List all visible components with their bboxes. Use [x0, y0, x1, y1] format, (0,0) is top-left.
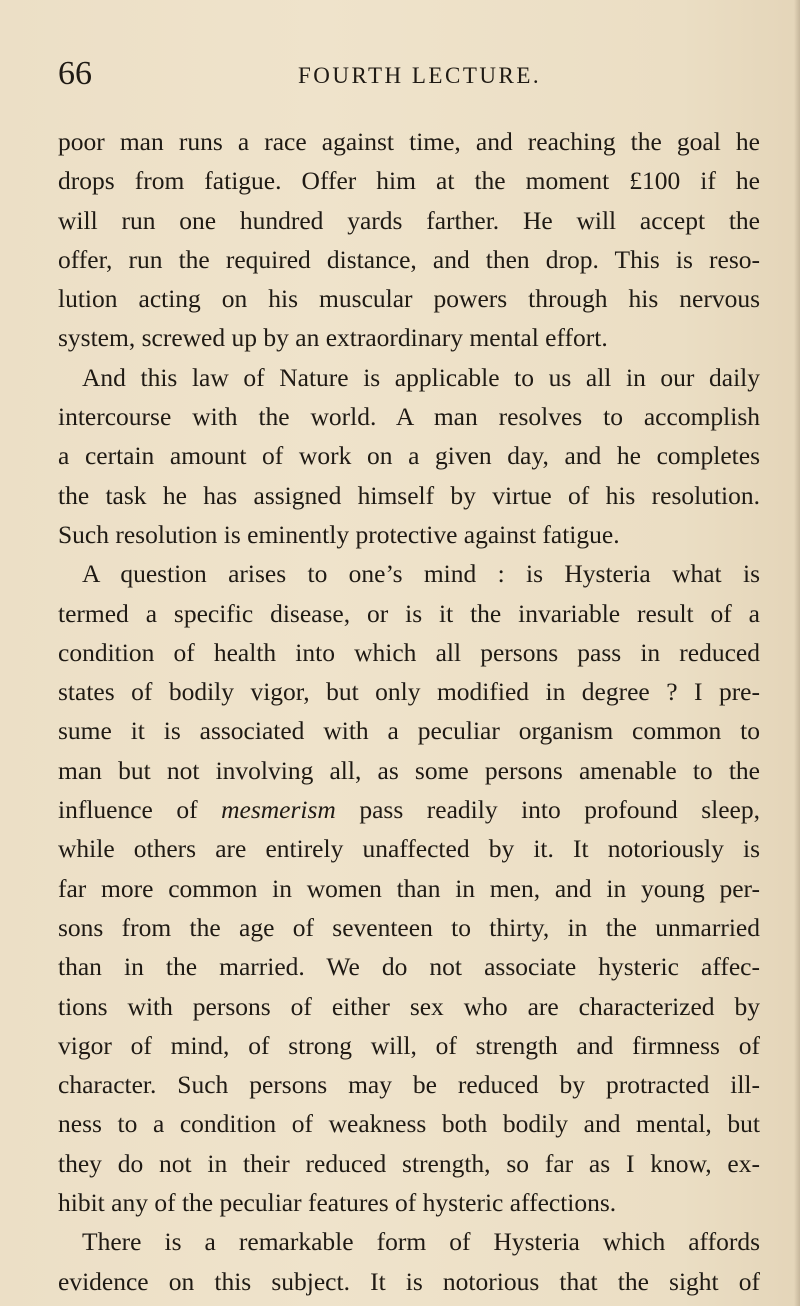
- text-line: character. Such persons may be reduced by protracted ill-: [58, 1070, 760, 1100]
- text-line: hibit any of the peculiar features of hysteric affections.: [58, 1188, 617, 1218]
- text-line: sons from the age of seventeen to thirty, in the unmarried: [58, 912, 760, 942]
- text-line: man but not involving all, as some persons amenable to the: [58, 755, 760, 785]
- text-line: sume it is associated with a peculiar organism common to: [58, 716, 760, 746]
- text-line: vigor of mind, of strong will, of strength and firmness of: [58, 1030, 760, 1060]
- page-edge-shadow: [794, 0, 800, 1306]
- text-line: states of bodily vigor, but only modified in degree ? I pre-: [58, 677, 760, 707]
- text-line: drops from fatigue. Offer him at the moment £100 if he: [58, 166, 760, 196]
- text-line: ness to a condition of weakness both bodily and mental, but: [58, 1109, 760, 1139]
- text-line: intercourse with the world. A man resolves to accomplish: [58, 402, 760, 432]
- text-line: There is a remarkable form of Hysteria which affords: [82, 1227, 760, 1257]
- page-number: 66: [58, 55, 92, 92]
- text-fragment: pass readily into profound sleep,: [335, 795, 760, 825]
- text-line: offer, run the required distance, and then drop. This is reso-: [58, 244, 760, 274]
- text-line: they do not in their reduced strength, so far as I know, ex-: [58, 1148, 760, 1178]
- text-fragment: influence of: [58, 795, 222, 825]
- text-line: the task he has assigned himself by virtue of his resolution.: [58, 480, 760, 510]
- text-line: evidence on this subject. It is notorious that the sight of: [58, 1266, 760, 1296]
- text-line: tions with persons of either sex who are characterized by: [58, 991, 760, 1021]
- text-line: than in the married. We do not associate hysteric affec-: [58, 952, 760, 982]
- text-line: far more common in women than in men, and in young per-: [58, 873, 760, 903]
- text-line: lution acting on his muscular powers through his nervous: [58, 284, 760, 314]
- text-line: condition of health into which all persons pass in reduced: [58, 637, 760, 667]
- text-line: poor man runs a race against time, and reaching the goal he: [58, 127, 760, 156]
- text-line: system, screwed up by an extraordinary mental effort.: [58, 323, 608, 353]
- running-head: [58, 52, 758, 96]
- running-title: FOURTH LECTURE.: [298, 63, 542, 88]
- text-line: A question arises to one’s mind : is Hysteria what is: [82, 559, 760, 589]
- text-line: while others are entirely unaffected by it. It notoriously is: [58, 834, 760, 864]
- body-text: [58, 122, 760, 1301]
- text-line: will run one hundred yards farther. He will accept the: [58, 205, 760, 235]
- text-line: Such resolution is eminently protective against fatigue.: [58, 519, 620, 549]
- text-line: And this law of Nature is applicable to us all in our daily: [82, 362, 760, 392]
- text-line: termed a specific disease, or is it the invariable result of a: [58, 598, 760, 628]
- text-line: a certain amount of work on a given day, and he completes: [58, 441, 760, 471]
- italic-word: mesmerism: [221, 795, 336, 825]
- text-line-with-italic: [58, 790, 760, 829]
